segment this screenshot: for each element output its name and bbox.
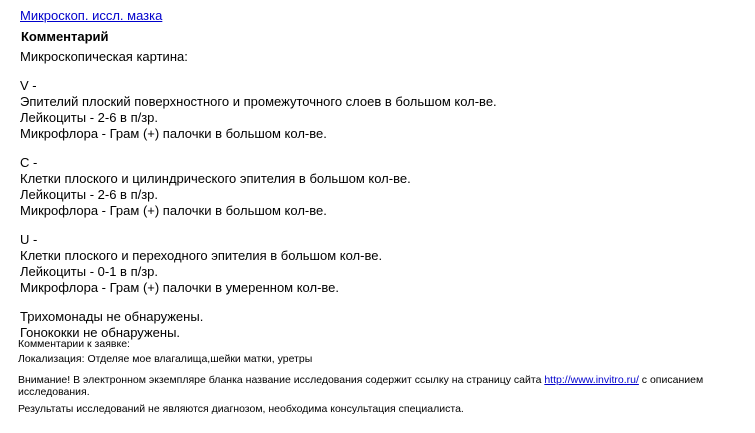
section-c-line: Микрофлора - Грам (+) палочки в большом кол-ве. xyxy=(20,203,327,218)
section-c-line: Лейкоциты - 2-6 в п/зр. xyxy=(20,187,159,202)
test-title-link[interactable]: Микроскоп. иссл. мазка xyxy=(20,8,163,23)
intro-text: Микроскопическая картина: xyxy=(20,49,188,64)
section-u-line: Клетки плоского и переходного эпителия в большом кол-ве. xyxy=(20,248,383,263)
electronic-copy-notice xyxy=(18,374,730,398)
invitro-site-link[interactable]: http://www.invitro.ru/ xyxy=(544,374,639,386)
diagnosis-disclaimer: Результаты исследований не являются диагнозом, необходима консультация специалиста. xyxy=(18,403,464,415)
section-v-line: Эпителий плоский поверхностного и промежуточного слоев в большом кол-ве. xyxy=(20,94,497,109)
section-u-line: Микрофлора - Грам (+) палочки в умеренном кол-ве. xyxy=(20,280,340,295)
notice-suffix: с описанием исследования. xyxy=(18,374,704,398)
section-v-line: Лейкоциты - 2-6 в п/зр. xyxy=(20,110,159,125)
section-c-line: Клетки плоского и цилиндрического эпителия в большом кол-ве. xyxy=(20,171,411,186)
section-label-u: U - xyxy=(20,232,38,247)
conclusion-gonococci: Гонококки не обнаружены. xyxy=(20,325,181,340)
comment-heading: Комментарий xyxy=(21,29,109,44)
localization-text: Локализация: Отделяе мое влагалища,шейки матки, уретры xyxy=(18,353,313,365)
order-comments-label: Комментарии к заявке: xyxy=(18,338,130,350)
conclusion-trichomonas: Трихомонады не обнаружены. xyxy=(20,309,204,324)
notice-prefix: Внимание! В электронном экземпляре бланка название исследования содержит ссылку на страницу сайта xyxy=(18,374,542,386)
microscopy-results xyxy=(20,49,497,341)
section-v-line: Микрофлора - Грам (+) палочки в большом кол-ве. xyxy=(20,126,327,141)
section-u-line: Лейкоциты - 0-1 в п/зр. xyxy=(20,264,159,279)
section-label-v: V - xyxy=(20,78,37,93)
section-label-c: C - xyxy=(20,155,38,170)
